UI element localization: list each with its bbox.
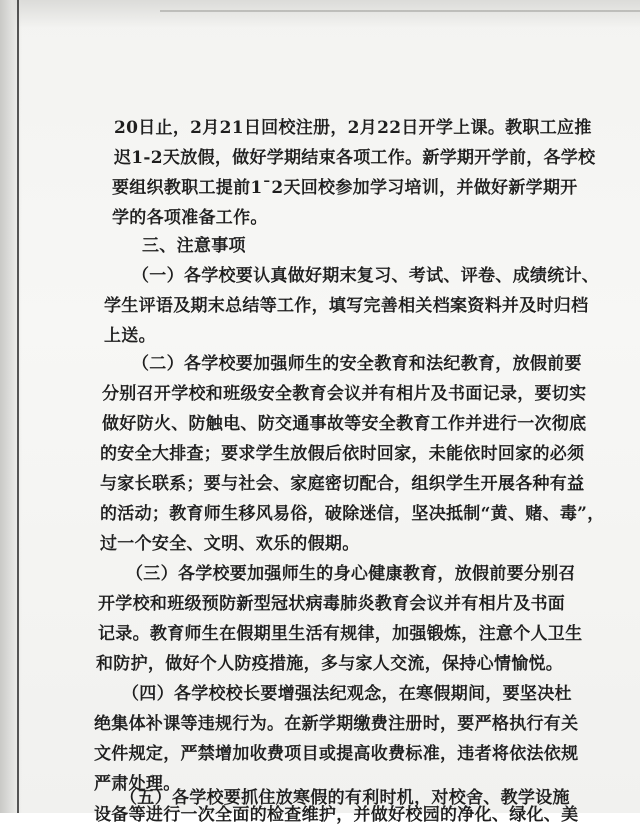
- text-line-19: 和防护，做好个人防疫措施，多与家人交流，保持心情愉悦。: [96, 654, 564, 674]
- text-line-20: （四）各学校校长要增强法纪观念，在寒假期间，要坚决杜: [122, 684, 572, 704]
- text-line-18: 记录。教育师生在假期里生活有规律，加强锻炼，注意个人卫生: [98, 624, 583, 644]
- text-line-3: 要组织教职工提前1¯2天回校参加学习培训，并做好新学期开: [112, 178, 578, 198]
- text-line-8: 上送。: [104, 326, 156, 346]
- text-line-23: 严肃处理。: [94, 774, 181, 794]
- text-line-13: 与家长联系；要与社会、家庭密切配合，组织学生开展各种有益: [100, 474, 585, 494]
- text-line-11: 做好防火、防触电、防交通事故等安全教育工作并进行一次彻底: [102, 414, 587, 434]
- text-line-17: 开学校和班级预防新型冠状病毒肺炎教育会议并有相片及书面: [98, 594, 566, 614]
- text-line-1: 20日止，2月21日回校注册，2月22日开学上课。教职工应推: [114, 118, 592, 138]
- text-line-21: 绝集体补课等违规行为。在新学期缴费注册时，要严格执行有关: [94, 714, 579, 734]
- text-line-24: （五）各学校要抓住放寒假的有利时机，对校舍、教学设施: [120, 788, 570, 808]
- text-line-10: 分别召开学校和班级安全教育会议并有相片及书面记录，要切实: [102, 384, 587, 404]
- section-heading-notes: 三、注意事项: [142, 236, 246, 256]
- text-line-7: 学生评语及期末总结等工作，填写完善相关档案资料并及时归档: [104, 296, 589, 316]
- text-line-22: 文件规定，严禁增加收费项目或提高收费标准，违者将依法依规: [94, 744, 579, 764]
- text-line-9: （二）各学校要加强师生的安全教育和法纪教育，放假前要: [132, 354, 582, 374]
- text-line-15: 过一个安全、文明、欢乐的假期。: [100, 534, 360, 554]
- text-line-12: 的安全大排查；要求学生放假后依时回家，未能依时回家的必须: [100, 444, 585, 464]
- scan-top-shadow: [0, 0, 640, 28]
- text-line-4: 学的各项准备工作。: [112, 208, 268, 228]
- scan-binding-line: [17, 0, 19, 813]
- text-line-6: （一）各学校要认真做好期末复习、考试、评卷、成绩统计、: [132, 266, 600, 286]
- text-line-25: 设备等进行一次全面的检查维护，并做好校园的净化、绿化、美: [94, 805, 579, 825]
- scan-top-rule: [160, 10, 640, 12]
- text-line-2: 迟1-2天放假，做好学期结束各项工作。新学期开学前，各学校: [114, 148, 596, 168]
- text-line-14: 的活动；教育师生移风易俗，破除迷信，坚决抵制“黄、赌、毒”，: [100, 504, 605, 524]
- text-line-16: （三）各学校要加强师生的身心健康教育，放假前要分别召: [126, 564, 576, 584]
